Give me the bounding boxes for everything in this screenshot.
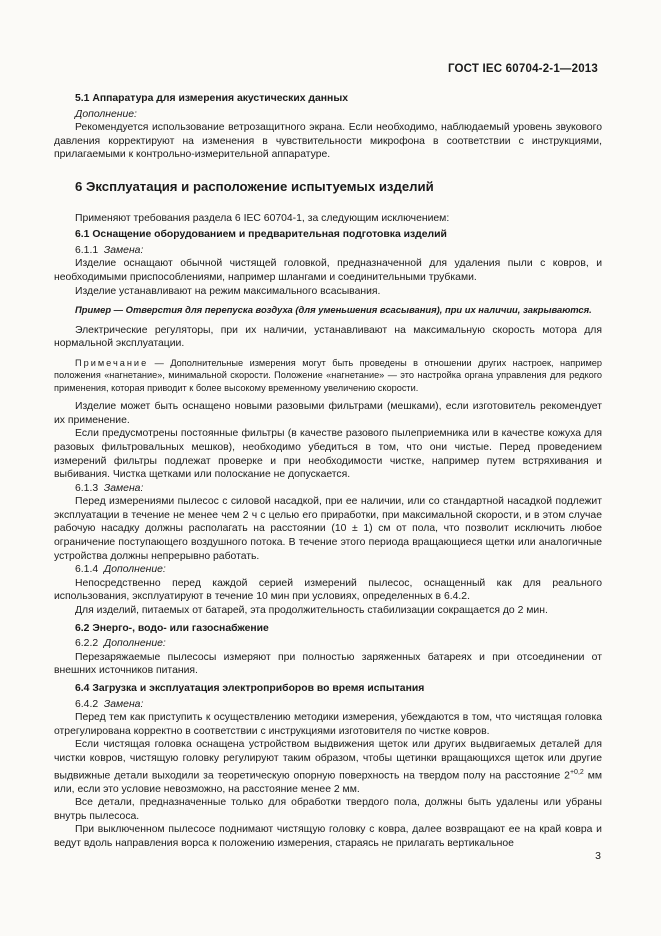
note-label: Примечание bbox=[75, 357, 149, 368]
clause-label: Замена: bbox=[103, 698, 144, 710]
clause-label: Замена: bbox=[103, 482, 144, 494]
paragraph-part: Если чистящая головка оснащена устройством выдвижения щеток или других выдвигаемых деталей для чистки ковров, чистящую головку регулируют таким образом, чтобы щетинки вращающихся щеток или другие выдвижные детали выходили за теоретическую опорную поверхность на твердом полу на расстояние 2 bbox=[54, 739, 602, 782]
clause-number: 6.4.2 bbox=[75, 698, 99, 710]
section-6-4-title: 6.4 Загрузка и эксплуатация электроприборов во время испытания bbox=[75, 683, 425, 694]
paragraph bbox=[54, 738, 602, 796]
paragraph-part: мм или, если это условие невозможно, на расстояние менее 2 мм. bbox=[54, 770, 602, 795]
paragraph: Перед измерениями пылесос с силовой насадкой, при ее наличии, или со стандартной насадкой подлежит эксплуатации в течение не менее чем 2 ч с целью его приработки, при максимальной скорости, и в этом случае рабочую насадку должны располагать на расстоянии (10 ± 1) см от пола, что позволит исключить любое ограничение поступающего воздушного потока. В течение этого периода вращающиеся щетки или аналогичные устройства должны непрерывно работать. bbox=[54, 496, 602, 562]
paragraph: Изделие может быть оснащено новыми разовыми фильтрами (мешками), если изготовитель рекомендует их применение. bbox=[54, 401, 602, 426]
paragraph: Если предусмотрены постоянные фильтры (в качестве разового пылеприемника или в качестве кожуха для разовых фильтровальных мешков), необходимо убедиться в том, что они чистые. Перед проведением измерений фильтры подлежат проверке и при необходимости чистке, например путем встряхивания и выбивания. Чистка щетками или полоскание не допускается. bbox=[54, 428, 602, 481]
section-5-1-text: Рекомендуется использование ветрозащитного экрана. Если необходимо, наблюдаемый уровень звукового давления корректируют на изменения в чувствительности микрофона в соответствии с инструкциями, прилагаемыми к контрольно-измерительной аппаратуре. bbox=[54, 122, 602, 161]
section-5-1-title: 5.1 Аппаратура для измерения акустических данных bbox=[75, 93, 348, 104]
clause-label: Дополнение: bbox=[103, 564, 166, 576]
page-content bbox=[54, 92, 602, 851]
clause-6-4-2-heading bbox=[54, 698, 602, 712]
note bbox=[54, 357, 602, 394]
clause-number: 6.1.4 bbox=[75, 564, 99, 576]
clause-label: Замена: bbox=[103, 244, 144, 256]
paragraph: Электрические регуляторы, при их наличии, устанавливают на максимальную скорость мотора для нормальной эксплуатации. bbox=[54, 324, 602, 350]
paragraph: Все детали, предназначенные только для обработки твердого пола, должны быть удалены или убраны внутрь пылесоса. bbox=[54, 797, 602, 822]
clause-label: Дополнение: bbox=[103, 638, 166, 650]
note-text: — Дополнительные измерения могут быть проведены в отношении других настроек, например положения «нагнетание», минимальной скорости. Положение «нагнетание» — это настройка органа управления для редкого применения, которая приводит к более высокому временному увеличению скорости. bbox=[54, 357, 602, 393]
section-6-intro: Применяют требования раздела 6 IEC 60704-1, за следующим исключением: bbox=[75, 212, 450, 224]
clause-number: 6.1.3 bbox=[75, 482, 99, 494]
clause-number: 6.2.2 bbox=[75, 638, 99, 650]
clause-6-1-3-heading bbox=[54, 482, 602, 496]
example-text: Пример — Отверстия для перепуска воздуха (для уменьшения всасывания), при их наличии, закрываются. bbox=[75, 304, 592, 316]
paragraph: Непосредственно перед каждой серией измерений пылесос, оснащенный как для реального использования, эксплуатируют в течение 10 мин при условиях, определенных в 6.4.2. bbox=[54, 577, 602, 603]
paragraph: Изделие устанавливают на режим максимального всасывания. bbox=[75, 285, 381, 297]
paragraph: Для изделий, питаемых от батарей, эта продолжительность стабилизации сокращается до 2 мин. bbox=[75, 605, 548, 617]
section-5-1-label: Дополнение: bbox=[75, 108, 137, 120]
standard-header: ГОСТ IEC 60704-2-1—2013 bbox=[447, 63, 598, 75]
clause-6-2-2-heading bbox=[54, 637, 602, 651]
page-number: 3 bbox=[595, 850, 601, 862]
clause-number: 6.1.1 bbox=[75, 244, 99, 256]
clause-6-1-1-heading bbox=[54, 244, 602, 258]
section-6-2-title: 6.2 Энерго-, водо- или газоснабжение bbox=[75, 622, 269, 634]
paragraph: Изделие оснащают обычной чистящей головкой, предназначенной для удаления пыли с ковров, и необходимыми приспособлениями, например шлангами и соединительными трубками. bbox=[54, 258, 602, 283]
paragraph: Перед тем как приступить к осуществлению методики измерения, убеждаются в том, что чистящая головка отрегулирована корректно в соответствии с инструкциями изготовителя по чистке ковров. bbox=[54, 712, 602, 737]
paragraph: Перезаряжаемые пылесосы измеряют при полностью заряженных батареях и при отсоединении от внешних источников питания. bbox=[54, 651, 602, 677]
section-6-1-title: 6.1 Оснащение оборудованием и предварительная подготовка изделий bbox=[75, 229, 447, 241]
tolerance-superscript: +0,2 bbox=[569, 768, 584, 776]
section-6-title: 6 Эксплуатация и расположение испытуемых изделий bbox=[75, 178, 434, 194]
clause-6-1-4-heading bbox=[54, 563, 602, 577]
paragraph: При выключенном пылесосе поднимают чистящую головку с ковра, далее возвращают ее на край ковра и ведут вдоль направления ворса к положению измерения, стараясь не прилагать вертикальное bbox=[54, 824, 602, 849]
